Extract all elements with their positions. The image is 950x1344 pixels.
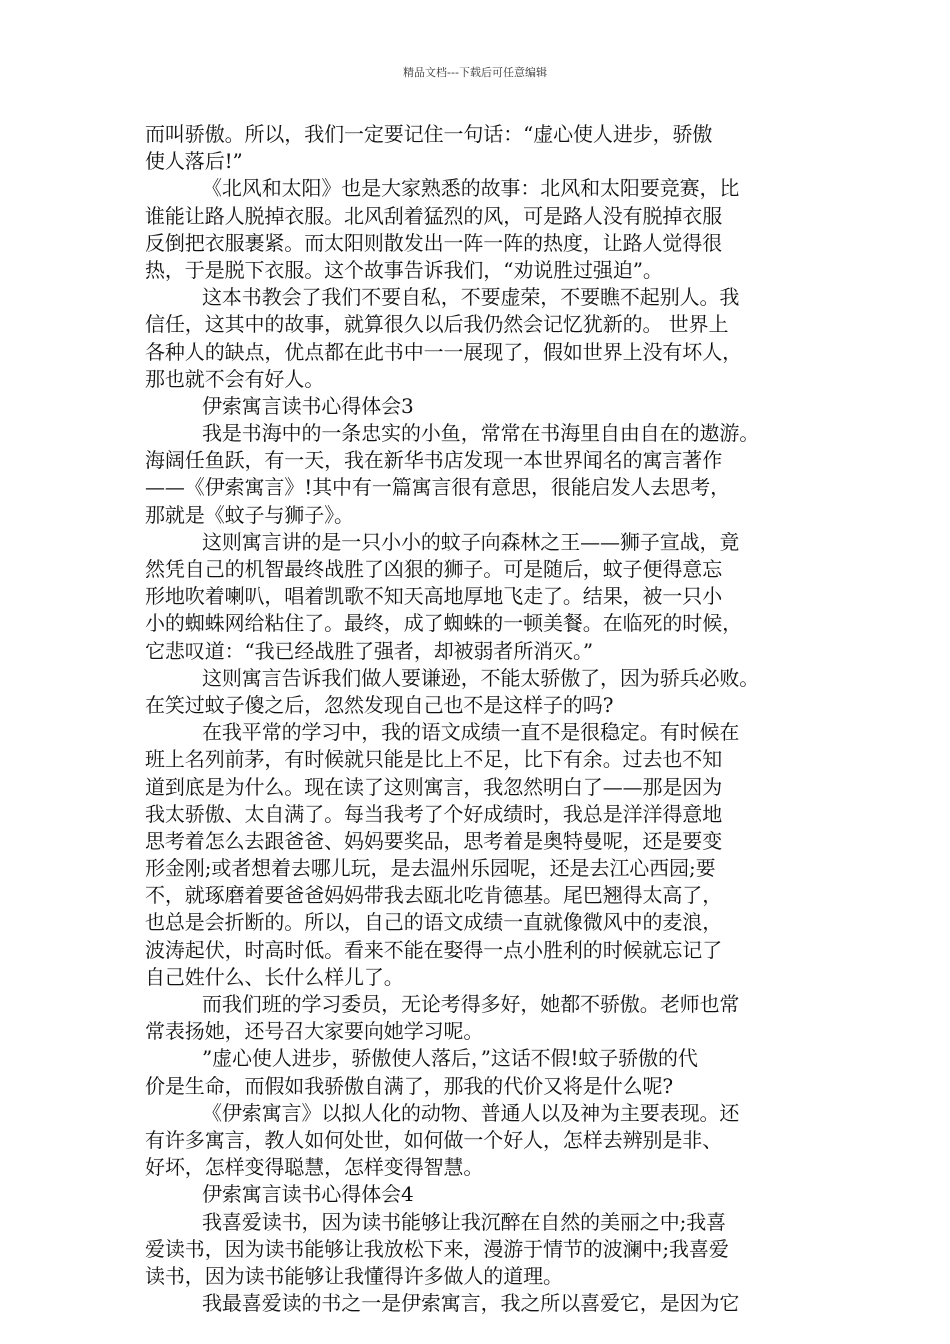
- text-line: ——《伊索寓言》!其中有一篇寓言很有意思，很能启发人去思考，: [145, 475, 731, 500]
- text-line: 反倒把衣服裹紧。而太阳则散发出一阵一阵的热度，让路人觉得很: [145, 230, 723, 255]
- text-line: ”虚心使人进步，骄傲使人落后，”这话不假!蚊子骄傲的代: [202, 1046, 698, 1071]
- text-line: 《北风和太阳》也是大家熟悉的故事：北风和太阳要竞赛，比: [202, 176, 740, 201]
- text-line: 价是生命，而假如我骄傲自满了，那我的代价又将是什么呢?: [145, 1073, 674, 1098]
- text-line: 这则寓言讲的是一只小小的蚊子向森林之王——狮子宣战，竟: [202, 529, 740, 554]
- text-line: 谁能让路人脱掉衣服。北风刮着猛烈的风，可是路人没有脱掉衣服: [145, 203, 723, 228]
- section-heading: 伊索寓言读书心得体会3: [202, 393, 414, 418]
- text-line: 然凭自己的机智最终战胜了凶狠的狮子。可是随后，蚊子便得意忘: [145, 557, 723, 581]
- text-line: 波涛起伏，时高时低。看来不能在娶得一点小胜利的时候就忘记了: [145, 937, 723, 962]
- text-line: 爱读书，因为读书能够让我放松下来，漫游于情节的波澜中;我喜爱: [145, 1236, 729, 1261]
- text-line: 《伊索寓言》以拟人化的动物、普通人以及神为主要表现。还: [202, 1100, 740, 1125]
- text-line: 而我们班的学习委员，无论考得多好，她都不骄傲。老师也常: [202, 992, 740, 1016]
- text-line: 道到底是为什么。现在读了这则寓言，我忽然明白了——那是因为: [145, 774, 723, 799]
- text-line: 在笑过蚊子傻之后，忽然发现自己也不是这样子的吗?: [145, 692, 614, 717]
- page-header: 精品文档---下载后可任意编辑: [403, 66, 547, 79]
- text-line: 我太骄傲、太自满了。每当我考了个好成绩时，我总是洋洋得意地: [145, 801, 723, 826]
- text-line: 而叫骄傲。所以，我们一定要记住一句话：“虚心使人进步，骄傲: [145, 122, 713, 146]
- text-line: 那也就不会有好人。: [145, 366, 325, 391]
- text-line: 有许多寓言，教人如何处世，如何做一个好人，怎样去辨别是非、: [145, 1127, 723, 1152]
- text-line: 海阔任鱼跃，有一天，我在新华书店发现一本世界闻名的寓言著作: [145, 448, 723, 473]
- text-line: 各种人的缺点，优点都在此书中一一展现了，假如世界上没有坏人，: [145, 339, 742, 364]
- text-line: 形地吹着喇叭，唱着凯歌不知天高地厚地飞走了。结果，被一只小: [145, 584, 723, 609]
- text-line: 形金刚;或者想着去哪儿玩，是去温州乐园呢，还是去江心西园;要: [145, 856, 716, 881]
- text-line: 我最喜爱读的书之一是伊索寓言，我之所以喜爱它，是因为它: [202, 1291, 740, 1316]
- text-line: 在我平常的学习中，我的语文成绩一直不是很稳定。有时候在: [202, 720, 740, 745]
- text-line: 思考着怎么去跟爸爸、妈妈要奖品，思考着是奥特曼呢，还是要变: [145, 828, 723, 853]
- section-heading: 伊索寓言读书心得体会4: [202, 1182, 414, 1207]
- text-line: 小的蜘蛛网给粘住了。最终，成了蜘蛛的一顿美餐。在临死的时候，: [145, 611, 742, 636]
- text-line: 读书，因为读书能够让我懂得许多做人的道理。: [145, 1263, 563, 1288]
- text-line: 那就是《蚊子与狮子》。: [145, 502, 354, 527]
- text-line: 我喜爱读书，因为读书能够让我沉醉在自然的美丽之中;我喜: [202, 1209, 727, 1234]
- text-line: 它悲叹道：“我已经战胜了强者，却被弱者所消灭。”: [145, 638, 594, 663]
- text-line: 自己姓什么、长什么样儿了。: [145, 964, 404, 989]
- text-line: 使人落后!”: [145, 149, 243, 174]
- text-line: 常表扬她，还号召大家要向她学习呢。: [145, 1019, 484, 1044]
- text-line: 也总是会折断的。所以，自己的语文成绩一直就像微风中的麦浪，: [145, 910, 723, 935]
- text-line: 热，于是脱下衣服。这个故事告诉我们，“劝说胜过强迫”。: [145, 257, 663, 282]
- text-line: 我是书海中的一条忠实的小鱼，常常在书海里自由自在的遨游。: [202, 421, 760, 446]
- text-line: 班上名列前茅，有时候就只能是比上不足，比下有余。过去也不知: [145, 747, 723, 772]
- text-line: 这本书教会了我们不要自私，不要虚荣，不要瞧不起别人。我: [202, 285, 740, 310]
- text-line: 不，就琢磨着要爸爸妈妈带我去瓯北吃肯德基。尾巴翘得太高了，: [145, 883, 723, 908]
- text-line: 信任，这其中的故事，就算很久以后我仍然会记忆犹新的。 世界上: [145, 312, 729, 337]
- document-body: [145, 121, 805, 1317]
- text-line: 好坏，怎样变得聪慧，怎样变得智慧。: [145, 1155, 484, 1180]
- text-line: 这则寓言告诉我们做人要谦逊，不能太骄傲了，因为骄兵必败。: [202, 665, 760, 690]
